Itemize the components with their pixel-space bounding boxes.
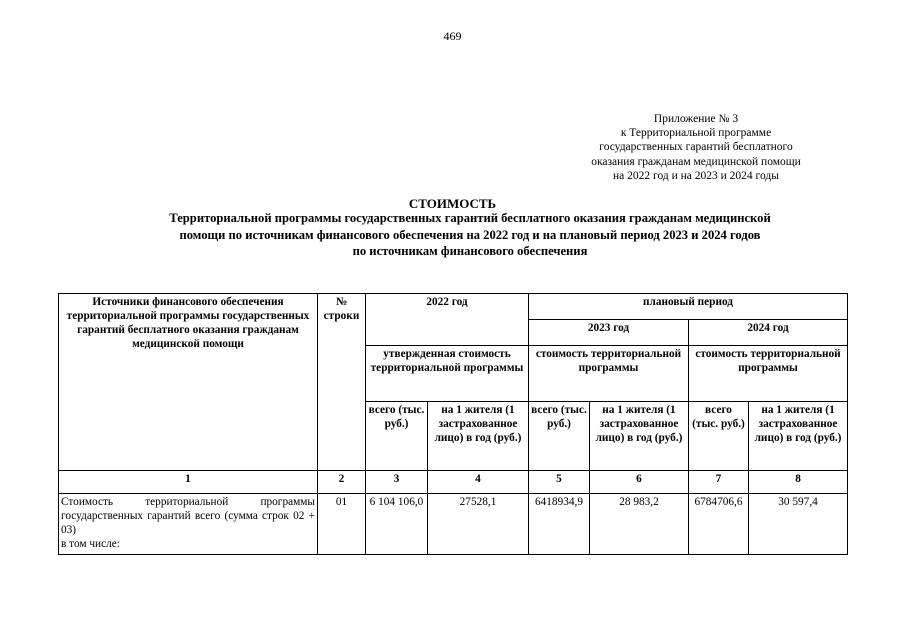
- cell-per-capita-2023: 28 983,2: [590, 494, 689, 555]
- header-row-number: № строки: [318, 294, 366, 471]
- header-year-2024: 2024 год: [689, 320, 848, 346]
- header-cost-2023: стоимость территориальной программы: [529, 346, 689, 402]
- document-subtitle: [90, 210, 850, 260]
- header-total-2024: всего (тыс. руб.): [689, 402, 749, 471]
- column-number: 4: [428, 471, 529, 494]
- cell-total-2023: 6418934,9: [529, 494, 590, 555]
- row-number: 01: [318, 494, 366, 555]
- header-planned-period: плановый период: [529, 294, 848, 320]
- header-total-2023: всего (тыс. руб.): [529, 402, 590, 471]
- header-approved-cost: утвержденная стоимость территориальной программы: [366, 346, 529, 402]
- column-number: 8: [749, 471, 848, 494]
- column-number: 2: [318, 471, 366, 494]
- appendix-line: на 2022 год и на 2023 и 2024 годы: [613, 169, 779, 182]
- header-cost-2024: стоимость территориальной программы: [689, 346, 848, 402]
- subtitle-line: Территориальной программы государственных гарантий бесплатного оказания гражданам медицинской: [169, 211, 771, 225]
- subtitle-line: помощи по источникам финансового обеспечения на 2022 год и на плановый период 2023 и 2024 годов: [179, 227, 761, 242]
- header-per-capita-2024: на 1 жителя (1 застрахованное лицо) в год (руб.): [749, 402, 848, 471]
- header-per-capita-2022: на 1 жителя (1 застрахованное лицо) в год (руб.): [428, 402, 529, 471]
- column-number: 7: [689, 471, 749, 494]
- document-title: СТОИМОСТЬ: [408, 196, 497, 211]
- header-year-2023: 2023 год: [529, 320, 689, 346]
- appendix-line: Приложение № 3: [653, 113, 739, 125]
- appendix-line: государственных гарантий бесплатного: [599, 141, 793, 154]
- appendix-note: [553, 112, 839, 183]
- row-source-note: в том числе:: [61, 538, 120, 550]
- column-number-row: [59, 471, 848, 494]
- cell-per-capita-2022: 27528,1: [428, 494, 529, 555]
- appendix-line: к Территориальной программе: [620, 127, 772, 140]
- row-source-cell: [59, 494, 318, 555]
- column-number: 5: [529, 471, 590, 494]
- header-source: Источники финансового обеспечения территориальной программы государственных гарантий бесплатного оказания гражданам медицинской помощи: [59, 294, 318, 471]
- cell-per-capita-2024: 30 597,4: [749, 494, 848, 555]
- subtitle-line: по источникам финансового обеспечения: [352, 244, 588, 258]
- column-number: 1: [59, 471, 318, 494]
- cell-total-2022: 6 104 106,0: [366, 494, 428, 555]
- row-source: Стоимость территориальной программы государственных гарантий всего (сумма строк 02 + 03): [61, 496, 315, 536]
- header-total-2022: всего (тыс. руб.): [366, 402, 428, 471]
- table-row: [59, 494, 848, 555]
- column-number: 6: [590, 471, 689, 494]
- column-number: 3: [366, 471, 428, 494]
- header-year-2022: 2022 год: [366, 294, 529, 346]
- page-number: 469: [443, 29, 462, 43]
- appendix-line: оказания гражданам медицинской помощи: [591, 155, 801, 168]
- cell-total-2024: 6784706,6: [689, 494, 749, 555]
- header-per-capita-2023: на 1 жителя (1 застрахованное лицо) в год (руб.): [590, 402, 689, 471]
- cost-table: [58, 293, 848, 555]
